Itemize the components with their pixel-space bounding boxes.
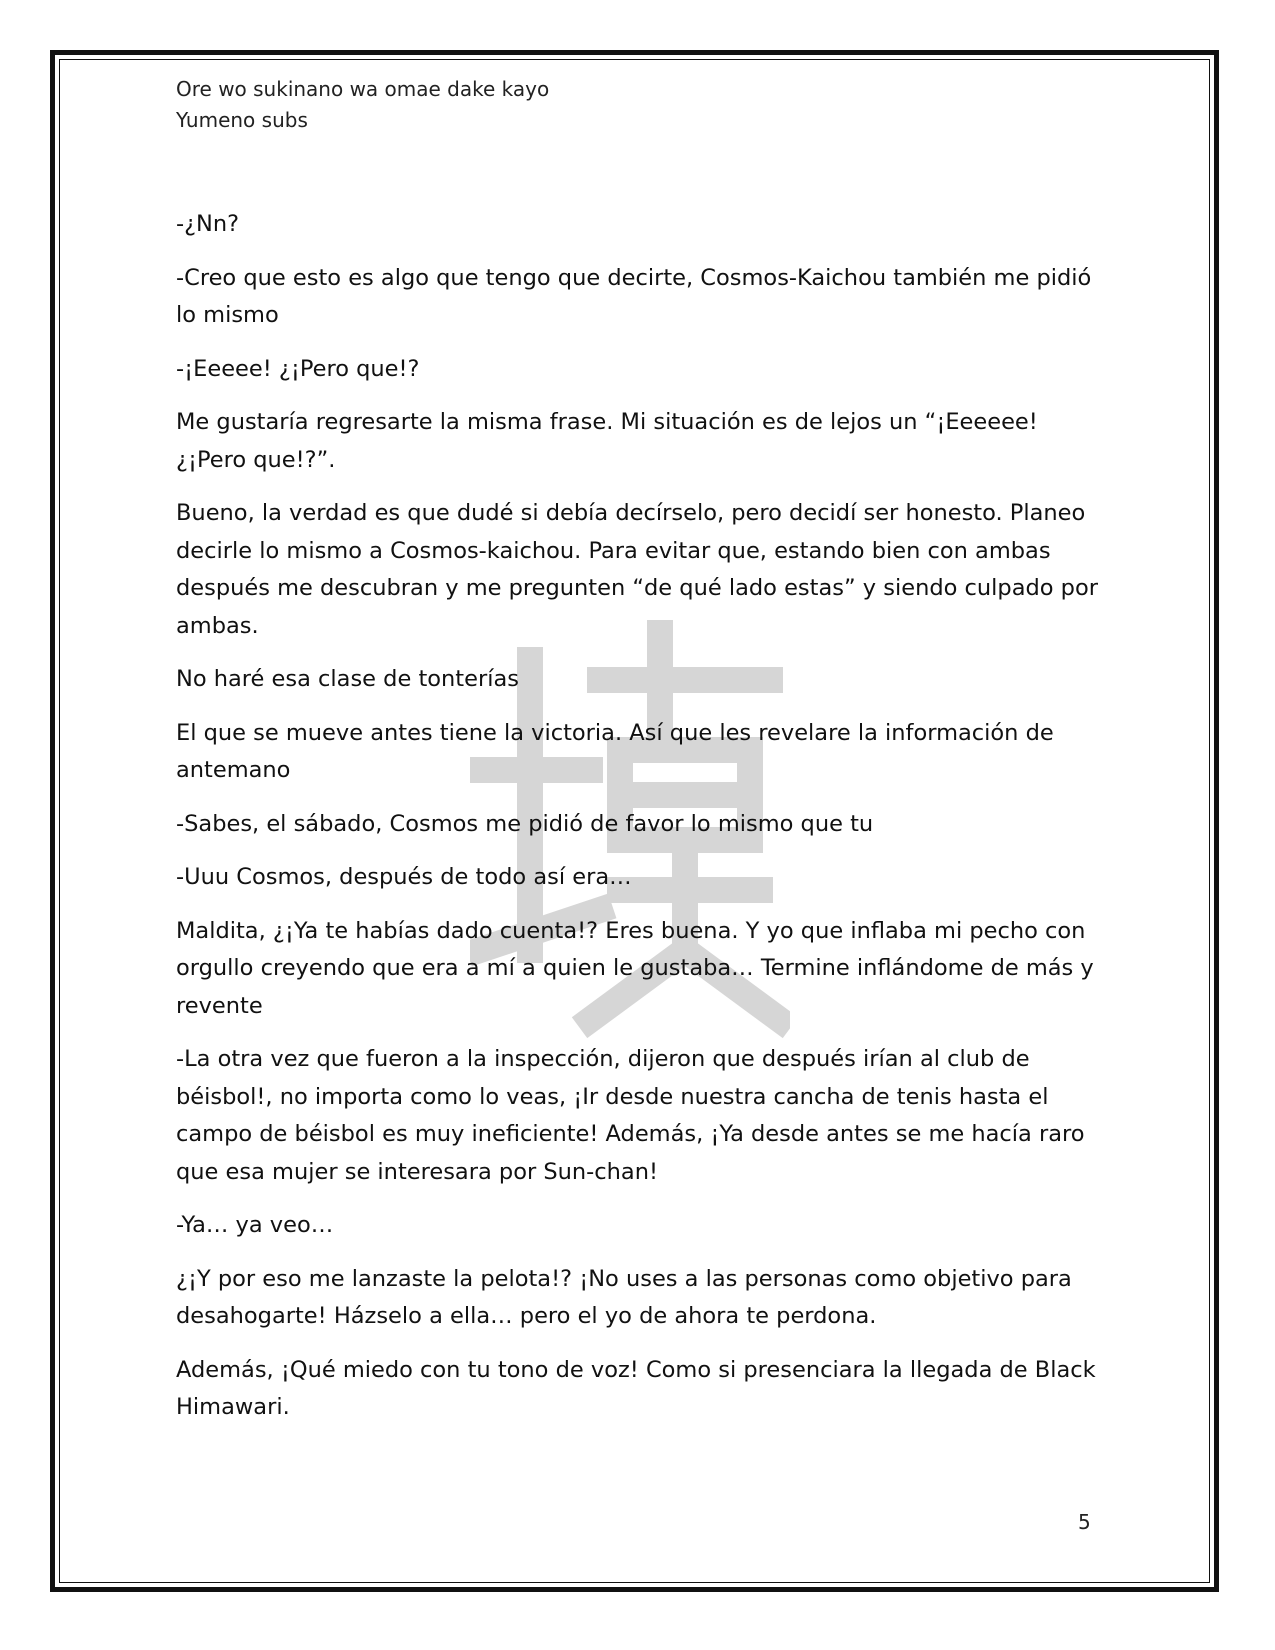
paragraph: No haré esa clase de tonterías: [176, 666, 519, 692]
paragraph: -La otra vez que fueron a la inspección, dijeron que después irían al club de béisbol!, no importa como lo veas, ¡Ir desde nuestra cancha de tenis hasta el campo de béisbol es muy ineficiente! Además, ¡Ya desde antes se me hacía raro que esa mujer se interesara por Sun-chan!: [176, 1046, 1085, 1185]
paragraph: -¡Eeeee! ¿¡Pero que!?: [176, 355, 420, 382]
paragraph: Me gustaría regresarte la misma frase. Mi situación es de lejos un “¡Eeeeee! ¿¡Pero que!?”.: [176, 409, 1038, 473]
paragraph: El que se mueve antes tiene la victoria. Así que les revelare la información de antemano: [176, 719, 1054, 783]
page-header: [176, 74, 549, 136]
paragraph: -Creo que esto es algo que tengo que decirte, Cosmos-Kaichou también me pidió lo mismo: [176, 264, 1092, 328]
paragraph: ¿¡Y por eso me lanzaste la pelota!? ¡No uses a las personas como objetivo para desahogarte! Házselo a ella… pero el yo de ahora te perdona.: [176, 1265, 1072, 1329]
paragraph: -Sabes, el sábado, Cosmos me pidió de favor lo mismo que tu: [176, 810, 874, 837]
paragraph: Bueno, la verdad es que dudé si debía decírselo, pero decidí ser honesto. Planeo decirle lo mismo a Cosmos-kaichou. Para evitar que, estando bien con ambas después me descubran y me pregunten “de qué lado estas” y siendo culpado por ambas.: [176, 500, 1098, 639]
paragraph: -Ya… ya veo…: [176, 1212, 334, 1238]
paragraph: -¿Nn?: [176, 211, 240, 237]
header-title: Ore wo sukinano wa omae dake kayo: [176, 77, 550, 101]
body-text: [176, 206, 1101, 1443]
header-subtitle: Yumeno subs: [176, 108, 308, 132]
page-number: 5: [1078, 1510, 1091, 1534]
paragraph: Maldita, ¿¡Ya te habías dado cuenta!? Eres buena. Y yo que inflaba mi pecho con orgullo creyendo que era a mí a quien le gustaba… Termine inflándome de más y revente: [176, 917, 1094, 1019]
paragraph: Además, ¡Qué miedo con tu tono de voz! Como si presenciara la llegada de Black Himawari.: [176, 1356, 1096, 1420]
paragraph: -Uuu Cosmos, después de todo así era…: [176, 864, 632, 890]
